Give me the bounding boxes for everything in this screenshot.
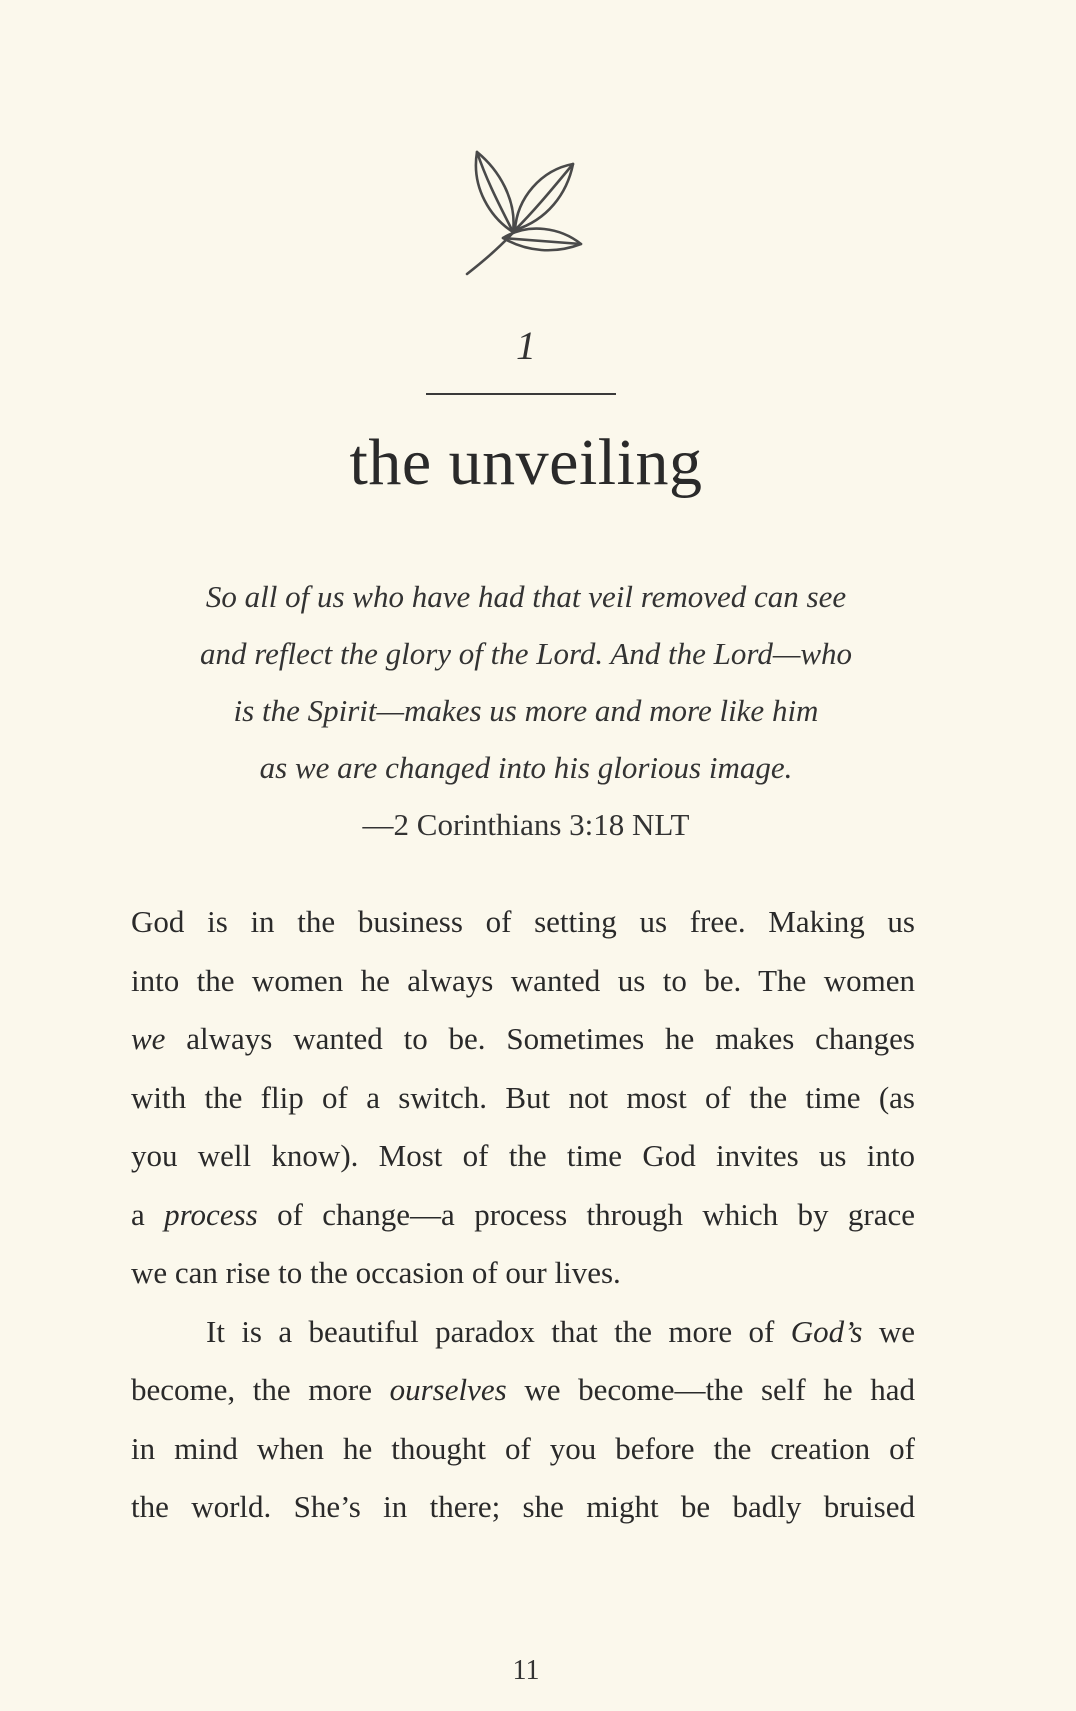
emphasis-text: process <box>164 1196 258 1232</box>
epigraph-citation: —2 Corinthians 3:18 NLT <box>362 807 690 842</box>
epigraph-line: and reflect the glory of the Lord. And the Lord—who <box>199 636 853 671</box>
body-text-run: always wanted to be. Sometimes he makes changes <box>165 1021 915 1056</box>
epigraph-line: is the Spirit—makes us more and more like him <box>233 693 819 728</box>
body-text-run: we <box>862 1313 915 1349</box>
body-text-run: become, the more <box>131 1372 390 1407</box>
chapter-number: 1 <box>516 323 536 368</box>
epigraph <box>0 568 1052 853</box>
chapter-title: the unveiling <box>349 426 703 499</box>
body-line: the world. She’s in there; she might be badly bruised <box>131 1489 915 1524</box>
body-line: we can rise to the occasion of our lives. <box>131 1255 621 1290</box>
body-text-run: It is a beautiful paradox that the more of <box>206 1313 791 1349</box>
body-line <box>131 1010 915 1069</box>
emphasis-text: God’s <box>790 1313 863 1349</box>
body-text <box>131 893 915 1537</box>
leaf-sprig-icon <box>455 148 585 278</box>
body-line: you well know). Most of the time God invites us into <box>131 1138 915 1173</box>
emphasis-text: ourselves <box>389 1372 507 1407</box>
body-line: in mind when he thought of you before the creation of <box>131 1430 915 1466</box>
body-text-run: a <box>131 1196 165 1232</box>
body-line <box>131 1303 915 1362</box>
emphasis-text: we <box>131 1021 166 1056</box>
body-line: with the flip of a switch. But not most of the time (as <box>131 1079 915 1115</box>
body-line: God is in the business of setting us free. Making us <box>131 904 915 939</box>
body-line <box>131 1186 915 1245</box>
chapter-divider <box>426 393 616 395</box>
page-number: 11 <box>512 1655 540 1686</box>
body-text-run: we become—the self he had <box>506 1372 915 1407</box>
body-line <box>131 1361 915 1420</box>
body-line: into the women he always wanted us to be. The women <box>131 962 915 998</box>
epigraph-line: So all of us who have had that veil removed can see <box>205 579 847 614</box>
body-text-run: of change—a process through which by grace <box>257 1196 915 1232</box>
epigraph-line: as we are changed into his glorious image. <box>259 750 793 785</box>
